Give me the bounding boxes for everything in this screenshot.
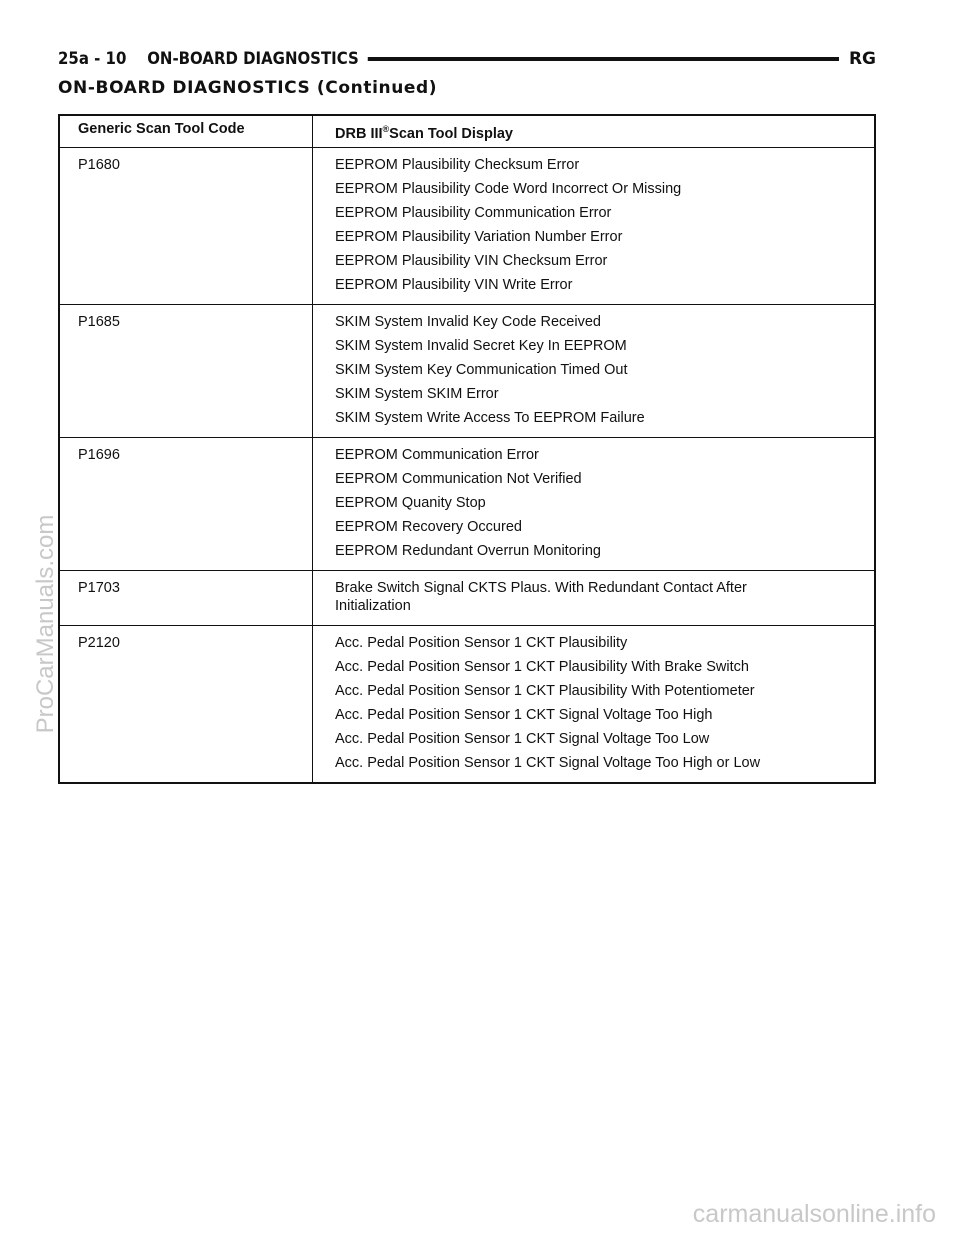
dtc-description: Brake Switch Signal CKTS Plaus. With Redundant Contact After <box>335 579 747 596</box>
dtc-code-cell <box>59 304 313 437</box>
col-header-code: Generic Scan Tool Code <box>59 115 313 147</box>
table-header-row <box>59 115 875 147</box>
dtc-description: Acc. Pedal Position Sensor 1 CKT Signal Voltage Too Low <box>335 730 710 747</box>
dtc-description: Acc. Pedal Position Sensor 1 CKT Plausibility With Brake Switch <box>335 658 749 675</box>
dtc-description: EEPROM Plausibility VIN Write Error <box>335 276 573 293</box>
dtc-description: Acc. Pedal Position Sensor 1 CKT Signal Voltage Too High <box>335 706 713 723</box>
dtc-description-cell <box>313 625 876 783</box>
registered-mark: ® <box>382 124 390 134</box>
continued-title: ON-BOARD DIAGNOSTICS (Continued) <box>58 78 438 98</box>
table-body <box>59 147 875 783</box>
dtc-description: EEPROM Redundant Overrun Monitoring <box>335 542 601 559</box>
section-title: ON-BOARD DIAGNOSTICS <box>147 49 359 69</box>
dtc-code-cell <box>59 147 313 304</box>
dtc-code-cell <box>59 570 313 625</box>
dtc-description: SKIM System Write Access To EEPROM Failure <box>335 409 645 426</box>
dtc-description: Initialization <box>335 597 411 614</box>
dtc-description: EEPROM Recovery Occured <box>335 518 522 535</box>
dtc-code: P1696 <box>78 446 120 463</box>
bottom-watermark: carmanualsonline.info <box>692 1200 936 1228</box>
dtc-code-cell <box>59 625 313 783</box>
dtc-description: EEPROM Plausibility Variation Number Error <box>335 228 623 245</box>
dtc-description-cell <box>313 147 876 304</box>
table-row <box>59 625 875 783</box>
dtc-description: SKIM System Key Communication Timed Out <box>335 361 628 378</box>
dtc-description: SKIM System Invalid Key Code Received <box>335 313 601 330</box>
dtc-description: EEPROM Quanity Stop <box>335 494 486 511</box>
dtc-description-cell <box>313 570 876 625</box>
page-header <box>58 46 876 72</box>
dtc-description: EEPROM Plausibility VIN Checksum Error <box>335 252 608 269</box>
dtc-description: EEPROM Communication Error <box>335 446 539 463</box>
dtc-description: EEPROM Plausibility Checksum Error <box>335 156 580 173</box>
dtc-code-cell <box>59 437 313 570</box>
dtc-table <box>58 114 876 784</box>
table-row <box>59 147 875 304</box>
dtc-code: P2120 <box>78 634 120 651</box>
col-header-display: DRB III®Scan Tool Display <box>313 115 876 147</box>
dtc-description: Acc. Pedal Position Sensor 1 CKT Plausibility With Potentiometer <box>335 682 755 699</box>
dtc-description: EEPROM Plausibility Code Word Incorrect Or Missing <box>335 180 682 197</box>
dtc-description: Acc. Pedal Position Sensor 1 CKT Plausibility <box>335 634 628 651</box>
dtc-description: EEPROM Communication Not Verified <box>335 470 582 487</box>
dtc-description: Acc. Pedal Position Sensor 1 CKT Signal Voltage Too High or Low <box>335 754 761 771</box>
table-row <box>59 304 875 437</box>
dtc-description-cell <box>313 437 876 570</box>
dtc-description: EEPROM Plausibility Communication Error <box>335 204 612 221</box>
dtc-code: P1680 <box>78 156 120 173</box>
side-watermark: ProCarManuals.com <box>32 514 59 734</box>
dtc-description-cell <box>313 304 876 437</box>
dtc-code: P1685 <box>78 313 120 330</box>
table-row <box>59 570 875 625</box>
dtc-description: SKIM System Invalid Secret Key In EEPROM <box>335 337 627 354</box>
model-code: RG <box>839 46 876 72</box>
dtc-code: P1703 <box>78 579 120 596</box>
table-row <box>59 437 875 570</box>
page-number: 25a - 10 <box>58 49 127 69</box>
page-header-label <box>58 46 368 72</box>
dtc-description: SKIM System SKIM Error <box>335 385 499 402</box>
